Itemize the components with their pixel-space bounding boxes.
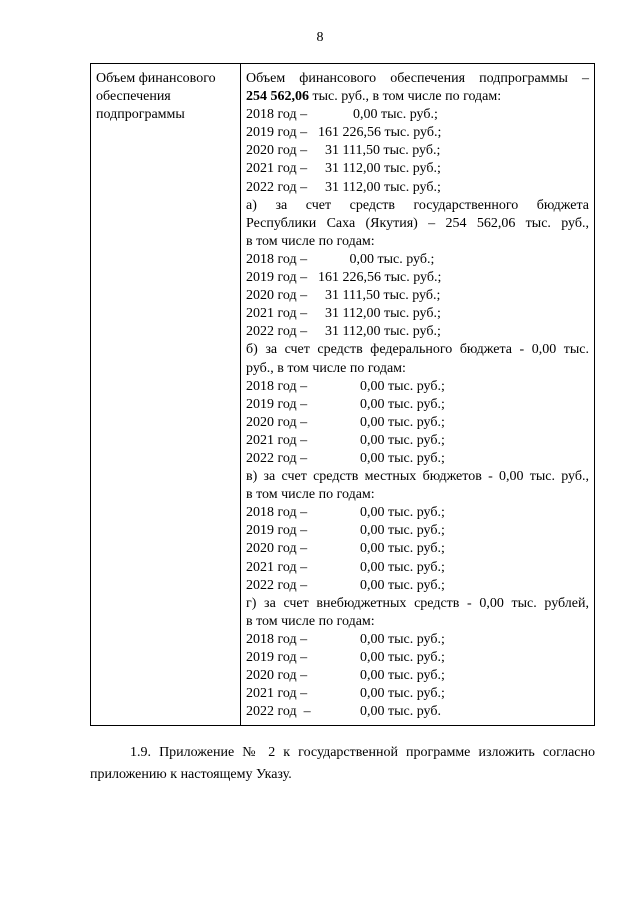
year-row [246, 124, 589, 142]
year-label: 2020 год – [246, 143, 308, 159]
year-amount: 0,00 тыс. руб. [318, 704, 441, 720]
year-label: 2022 год – [246, 179, 308, 195]
year-amount: 0,00 тыс. руб.; [318, 523, 445, 539]
year-amount: 0,00 тыс. руб.; [318, 450, 445, 466]
year-row [246, 396, 589, 414]
section-a-heading-2: Республики Саха (Якутия) – 254 562,06 тыс. руб., [246, 215, 589, 231]
financing-details [241, 64, 595, 726]
year-row [246, 305, 589, 323]
year-amount: 0,00 тыс. руб.; [318, 505, 445, 521]
year-row [246, 685, 589, 703]
year-row [246, 432, 589, 450]
intro-total-rest: тыс. руб., в том числе по годам: [309, 89, 502, 105]
section-v-heading-2: в том числе по годам: [246, 487, 375, 503]
year-amount: 0,00 тыс. руб.; [318, 559, 445, 575]
year-row [246, 649, 589, 667]
section-a-heading-3: в том числе по годам: [246, 233, 375, 249]
section-g-heading: г) за счет внебюджетных средств - 0,00 тыс. рублей, [246, 595, 589, 611]
page-number: 8 [316, 30, 324, 45]
year-row [246, 522, 589, 540]
year-amount: 31 112,00 тыс. руб.; [318, 324, 441, 340]
section-b-heading: б) за счет средств федерального бюджета - 0,00 тыс. [246, 342, 589, 358]
year-label: 2022 год – [246, 324, 308, 340]
closing-second-line: приложению к настоящему Указу. [90, 767, 292, 782]
section-b-years-list [246, 378, 589, 468]
year-amount: 31 112,00 тыс. руб.; [318, 306, 441, 322]
section-g-years-list [246, 631, 589, 721]
year-row [246, 414, 589, 432]
year-label: 2018 год – [246, 107, 308, 123]
intro-line: Объем финансового обеспечения подпрограммы – [246, 71, 589, 86]
year-amount: 0,00 тыс. руб.; [318, 396, 445, 412]
year-amount: 31 112,00 тыс. руб.; [318, 179, 441, 195]
financing-table [90, 63, 595, 726]
year-amount: 0,00 тыс. руб.; [318, 378, 445, 394]
section-a-years-list [246, 251, 589, 341]
year-label: 2022 год – [246, 450, 308, 466]
year-amount: 0,00 тыс. руб.; [318, 668, 445, 684]
section-b-heading-2: руб., в том числе по годам: [246, 360, 406, 376]
year-label: 2019 год – [246, 396, 308, 412]
year-label: 2020 год – [246, 668, 308, 684]
year-label: 2018 год – [246, 505, 308, 521]
year-row [246, 450, 589, 468]
closing-paragraph [90, 742, 595, 786]
year-label: 2019 год – [246, 270, 308, 286]
year-row [246, 269, 589, 287]
year-amount: 0,00 тыс. руб.; [318, 541, 445, 557]
clause-text: Приложение № 2 к государственной программе изложить согласно [151, 745, 595, 760]
year-amount: 0,00 тыс. руб.; [318, 631, 445, 647]
year-row [246, 251, 589, 269]
year-label: 2018 год – [246, 251, 308, 267]
year-label: 2020 год – [246, 414, 308, 430]
section-v-heading: в) за счет средств местных бюджетов - 0,00 тыс. руб., [246, 469, 589, 485]
year-row [246, 559, 589, 577]
year-row [246, 179, 589, 197]
year-amount: 0,00 тыс. руб.; [318, 686, 445, 702]
year-label: 2019 год – [246, 650, 308, 665]
year-label: 2022 год – [246, 577, 308, 593]
year-label: 2021 год – [246, 432, 308, 448]
year-amount: 0,00 тыс. руб.; [318, 577, 445, 593]
year-row [246, 540, 589, 558]
year-row [246, 106, 589, 124]
year-row [246, 504, 589, 522]
year-row [246, 378, 589, 396]
year-label: 2021 год – [246, 559, 308, 575]
year-amount: 0,00 тыс. руб.; [318, 650, 445, 665]
total-years-list [246, 106, 589, 196]
year-amount: 161 226,56 тыс. руб.; [318, 270, 442, 286]
year-label: 2022 год – [246, 704, 311, 720]
year-label: 2019 год – [246, 125, 308, 141]
year-amount: 0,00 тыс. руб.; [318, 107, 438, 123]
year-row [246, 703, 589, 721]
year-amount: 161 226,56 тыс. руб.; [318, 125, 442, 141]
year-row [246, 577, 589, 595]
section-v-years-list [246, 504, 589, 594]
year-label: 2020 год – [246, 541, 308, 557]
year-row [246, 160, 589, 178]
total-amount: 254 562,06 [246, 89, 309, 105]
year-row [246, 323, 589, 341]
year-label: 2021 год – [246, 306, 308, 322]
financing-label: Объем финансового обеспечения подпрограммы [91, 64, 241, 726]
year-label: 2018 год – [246, 631, 308, 647]
year-row [246, 287, 589, 305]
year-label: 2021 год – [246, 161, 308, 177]
section-g-heading-2: в том числе по годам: [246, 613, 375, 629]
section-a-heading: а) за счет средств государственного бюджета [246, 197, 589, 213]
year-amount: 0,00 тыс. руб.; [318, 414, 445, 430]
year-label: 2021 год – [246, 686, 308, 702]
year-amount: 0,00 тыс. руб.; [318, 251, 435, 267]
year-amount: 31 111,50 тыс. руб.; [318, 143, 441, 159]
year-amount: 0,00 тыс. руб.; [318, 432, 445, 448]
year-label: 2019 год – [246, 523, 308, 539]
year-label: 2020 год – [246, 288, 308, 304]
year-amount: 31 112,00 тыс. руб.; [318, 161, 441, 177]
intro-total-line [246, 88, 589, 106]
closing-first-line [90, 742, 595, 764]
year-row [246, 631, 589, 649]
year-label: 2018 год – [246, 378, 308, 394]
year-row [246, 667, 589, 685]
clause-number: 1.9. [130, 745, 151, 760]
year-amount: 31 111,50 тыс. руб.; [318, 288, 441, 304]
table-row [91, 64, 595, 726]
year-row [246, 142, 589, 160]
